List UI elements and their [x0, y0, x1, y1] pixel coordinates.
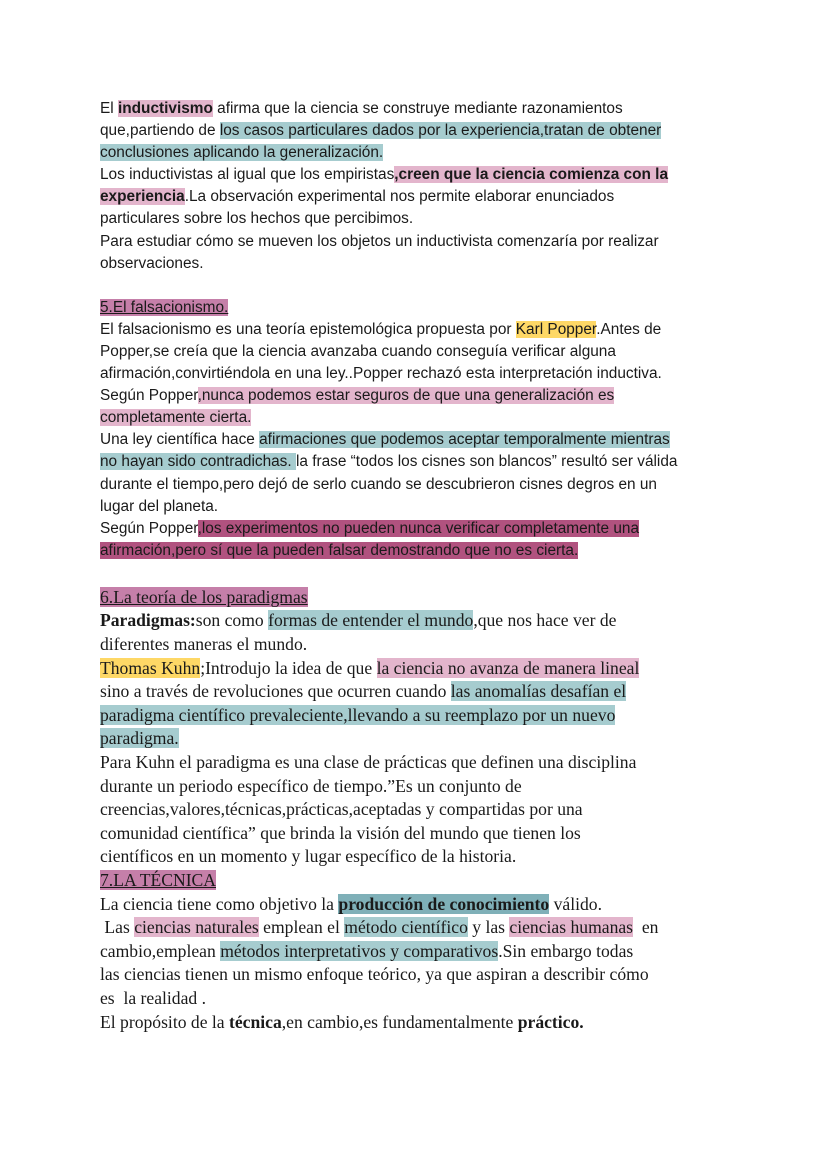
text-line	[100, 940, 740, 964]
text-line: científicos en un momento y lugar específico de la historia.	[100, 846, 517, 867]
text: Según Popper	[100, 519, 198, 537]
highlight-teal: formas de entender el mundo	[268, 610, 474, 631]
text-line: particulares sobre los hechos que percibimos.	[100, 210, 414, 228]
spacer	[100, 275, 740, 297]
text: El	[100, 100, 118, 117]
text-line: afirmación,convirtiéndola en una ley..Popper rechazó esta interpretación inductiva.	[100, 365, 662, 383]
text-line: creencias,valores,técnicas,prácticas,aceptadas y compartidas por una	[100, 799, 583, 820]
highlight-teal: las anomalías desafían el	[450, 681, 627, 702]
text: cambio,emplean	[100, 940, 221, 961]
highlight-teal: no hayan sido contradichas.	[100, 453, 296, 471]
text-line	[100, 385, 740, 407]
text: en	[633, 917, 659, 938]
text-line	[100, 319, 740, 341]
highlight-pink: ciencias naturales	[134, 917, 259, 938]
text-line	[100, 657, 740, 681]
section-paradigmas	[100, 586, 740, 869]
term-tecnica: técnica	[229, 1011, 282, 1032]
highlight-teal: paradigma científico prevaleciente,llevando a su reemplazo por un nuevo	[100, 704, 616, 725]
text: ,que nos hace ver de	[473, 610, 617, 631]
text-line: durante el tiempo,pero dejó de serlo cuando se descubrieron cisnes degros en un	[100, 475, 657, 493]
text-line	[100, 609, 740, 633]
text-line: durante un periodo específico de tiempo.”Es un conjunto de	[100, 775, 522, 796]
highlight-teal: afirmaciones que podemos aceptar temporalmente mientras	[259, 431, 670, 449]
text-line: diferentes maneras el mundo.	[100, 634, 308, 655]
text-line	[100, 704, 740, 728]
highlight-teal: método científico	[344, 917, 468, 938]
text: emplean el	[258, 917, 345, 938]
text-line	[100, 142, 740, 164]
highlight-pink-bold: ,creen que la ciencia comienza con la	[394, 166, 669, 184]
text: válido.	[549, 893, 602, 914]
text: El falsacionismo es una teoría epistemológica propuesta por	[100, 320, 516, 338]
highlight-teal-bold: producción de conocimiento	[338, 893, 550, 914]
highlight-pink: completamente cierta.	[100, 409, 252, 427]
text-line	[100, 164, 740, 186]
text-line	[100, 540, 740, 562]
text: que,partiendo de	[100, 122, 220, 140]
section-tecnica	[100, 869, 740, 1034]
highlight-teal: métodos interpretativos y comparativos	[220, 940, 499, 961]
text-line: Para estudiar cómo se mueven los objetos un inductivista comenzaría por realizar	[100, 232, 659, 250]
text-line: Para Kuhn el paradigma es una clase de prácticas que definen una disciplina	[100, 752, 637, 773]
highlight-teal: conclusiones aplicando la generalización.	[100, 144, 384, 162]
text-line: observaciones.	[100, 254, 204, 272]
section-title: 6.La teoría de los paradigmas	[100, 586, 308, 607]
text-line: lugar del planeta.	[100, 497, 219, 515]
section-heading	[100, 297, 740, 319]
highlight-thomas-kuhn: Thomas Kuhn	[100, 657, 201, 678]
highlight-inductivismo: inductivismo	[117, 100, 213, 117]
text: .Sin embargo todas	[498, 940, 634, 961]
highlight-pink-bold: experiencia	[100, 188, 185, 206]
section-falsacionismo	[100, 297, 740, 562]
inductivism-paragraph	[100, 98, 740, 275]
highlight-teal: paradigma.	[100, 728, 179, 749]
text: Los inductivistas al igual que los empiristas	[100, 166, 395, 184]
section-heading	[100, 869, 740, 893]
text-line: las ciencias tienen un mismo enfoque teórico, ya que aspiran a describir cómo	[100, 964, 649, 985]
text-line: Popper,se creía que la ciencia avanzaba cuando conseguía verificar alguna	[100, 342, 616, 360]
highlight-magenta: afirmación,pero sí que la pueden falsar demostrando que no es cierta.	[100, 541, 579, 559]
text-line: comunidad científica” que brinda la visión del mundo que tienen los	[100, 822, 581, 843]
text-line	[100, 429, 740, 451]
section-title: 5.El falsacionismo.	[100, 298, 229, 316]
text-line: es la realidad .	[100, 987, 207, 1008]
text-line	[100, 518, 740, 540]
section-title: 7.LA TÉCNICA	[100, 870, 216, 890]
text-line	[100, 98, 740, 120]
highlight-magenta: ,los experimentos no pueden nunca verificar completamente una	[197, 519, 640, 537]
text-line	[100, 727, 740, 751]
highlight-pink: la ciencia no avanza de manera lineal	[376, 657, 640, 678]
text: .Antes de	[596, 320, 662, 338]
text-line	[100, 186, 740, 208]
text-line	[100, 916, 740, 940]
text: Una ley científica hace	[100, 431, 260, 449]
document-page	[100, 98, 740, 1034]
text-line	[100, 407, 740, 429]
text-line	[100, 680, 740, 704]
text-line	[100, 451, 740, 473]
text-line	[100, 893, 740, 917]
text: sino a través de revoluciones que ocurren cuando	[100, 681, 451, 702]
term-practico: práctico.	[517, 1011, 584, 1032]
text: Según Popper	[100, 387, 198, 405]
text: La ciencia tiene como objetivo la	[100, 893, 339, 914]
text: la frase “todos los cisnes son blancos” resultó ser válida	[295, 453, 678, 471]
text: .La observación experimental nos permite elaborar enunciados	[184, 188, 615, 206]
text: ,en cambio,es fundamentalmente	[281, 1011, 518, 1032]
text: Las	[100, 917, 135, 938]
text-line	[100, 120, 740, 142]
highlight-karl-popper: Karl Popper	[515, 320, 597, 338]
section-heading	[100, 586, 740, 610]
text: y las	[467, 917, 510, 938]
term-paradigmas: Paradigmas:	[100, 610, 196, 631]
highlight-pink: ,nunca podemos estar seguros de que una generalización es	[197, 387, 615, 405]
text: ;Introdujo la idea de que	[200, 657, 377, 678]
text: afirma que la ciencia se construye mediante razonamientos	[212, 100, 623, 117]
text: son como	[195, 610, 269, 631]
text-line	[100, 1011, 740, 1035]
text: El propósito de la	[100, 1011, 229, 1032]
highlight-pink: ciencias humanas	[509, 917, 634, 938]
highlight-teal: los casos particulares dados por la experiencia,tratan de obtener	[219, 122, 662, 140]
